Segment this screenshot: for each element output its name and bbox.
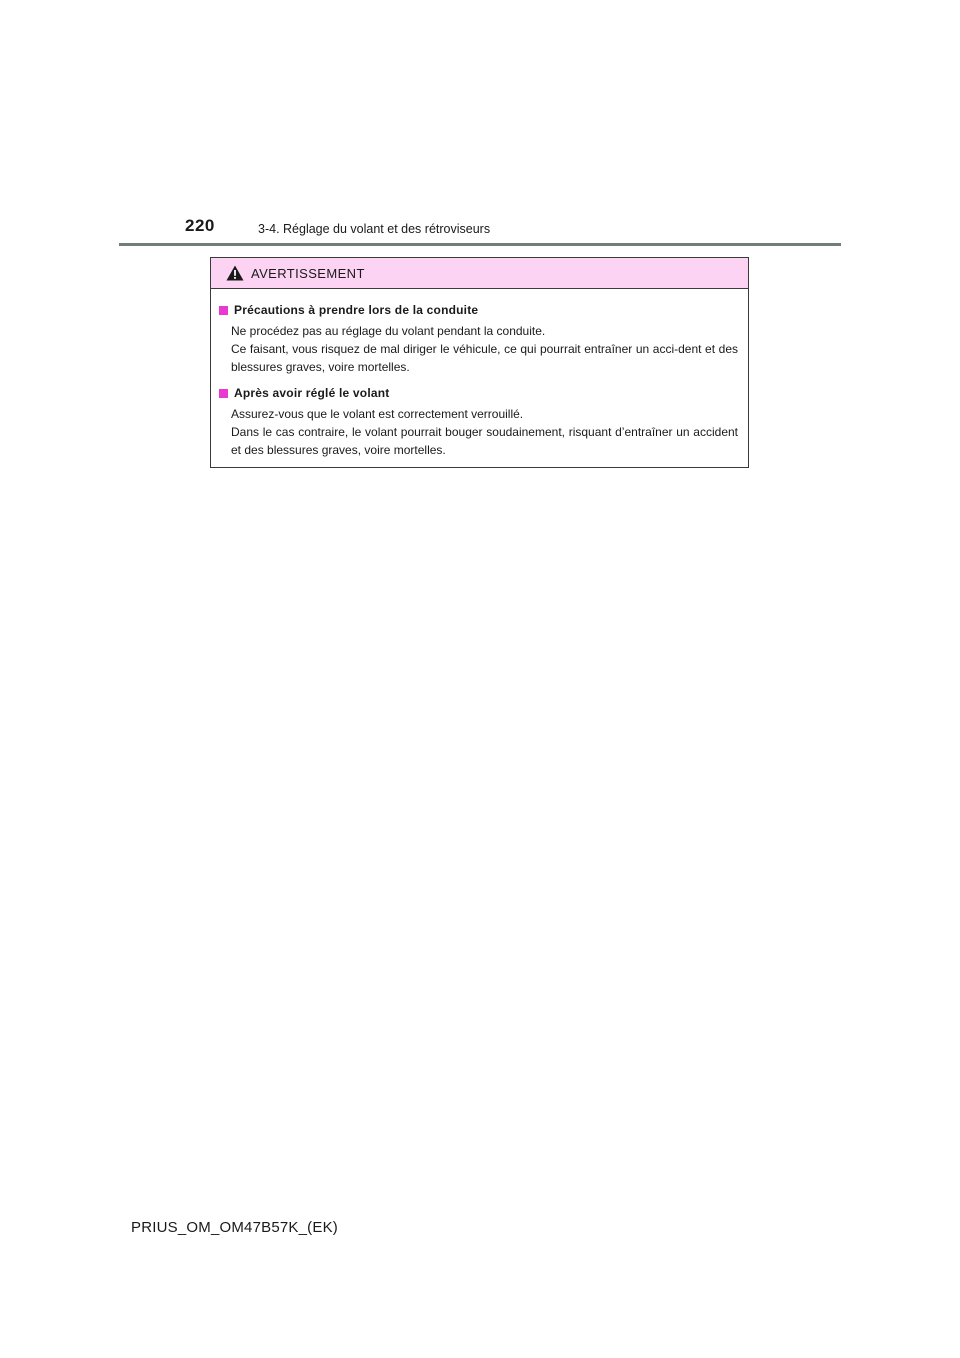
- warning-title: AVERTISSEMENT: [251, 265, 365, 281]
- item-text: [219, 405, 738, 459]
- warning-item: [219, 384, 738, 459]
- item-paragraph: Dans le cas contraire, le volant pourrait bouger soudainement, risquant d’entraîner un accident et des blessures graves, voire mortelles.: [231, 425, 738, 457]
- section-title: 3-4. Réglage du volant et des rétroviseurs: [258, 222, 491, 236]
- square-bullet-icon: [219, 389, 228, 398]
- warning-item: [219, 301, 738, 376]
- warning-header: [211, 258, 748, 289]
- warning-body: [211, 289, 748, 459]
- page-number: 220: [185, 216, 215, 235]
- square-bullet-icon: [219, 306, 228, 315]
- header-rule: [119, 243, 841, 246]
- item-heading: [219, 384, 738, 402]
- item-paragraph: Assurez-vous que le volant est correctement verrouillé.: [231, 407, 524, 421]
- item-text: [219, 322, 738, 376]
- item-heading-text: Précautions à prendre lors de la conduite: [234, 303, 479, 317]
- item-paragraph: Ne procédez pas au réglage du volant pendant la conduite.: [231, 324, 546, 338]
- item-paragraph: Ce faisant, vous risquez de mal diriger le véhicule, ce qui pourrait entraîner un acci-dent et des blessures graves, voire mortelles.: [231, 342, 738, 374]
- warning-triangle-icon: [226, 265, 244, 281]
- warning-box: [210, 257, 749, 468]
- item-heading: [219, 301, 738, 319]
- item-heading-text: Après avoir réglé le volant: [234, 386, 390, 400]
- footer-document-code: PRIUS_OM_OM47B57K_(EK): [131, 1219, 338, 1236]
